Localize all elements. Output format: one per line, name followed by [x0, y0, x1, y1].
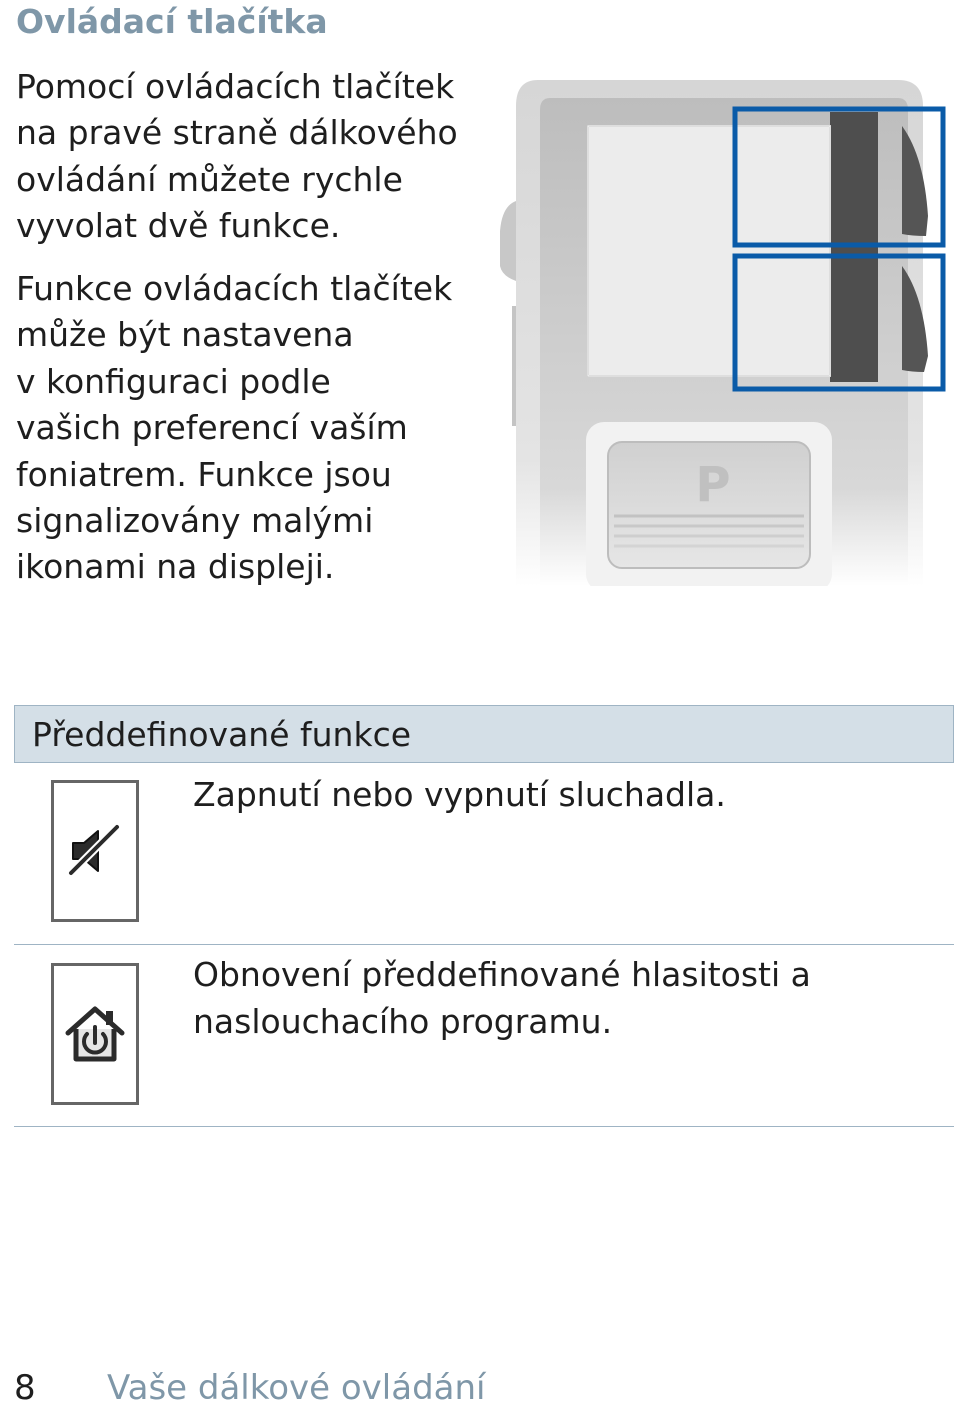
details-line: v konfiguraci podle [16, 361, 331, 401]
row-divider [14, 1126, 954, 1127]
functions-table-header [14, 705, 954, 763]
function-description-line: Zapnutí nebo vypnutí sluchadla. [193, 775, 726, 814]
intro-line: Pomocí ovládacích tlačítek [16, 67, 455, 106]
function-description [193, 951, 933, 1045]
details-line: ikonami na displeji. [16, 547, 335, 587]
mute-speaker-icon [67, 823, 123, 879]
home-power-icon [64, 1003, 126, 1065]
section-heading: Ovládací tlačítka [16, 2, 328, 41]
mute-icon-box [51, 780, 139, 922]
function-description [193, 771, 933, 818]
details-line: vašich preferencí vaším [16, 408, 408, 448]
home-icon-box [51, 963, 139, 1105]
function-description-line: Obnovení předdefinované hlasitosti a [193, 955, 811, 994]
details-line: Funkce ovládacích tlačítek [16, 269, 453, 308]
side-key [500, 201, 516, 281]
details-line: foniatrem. Funkce jsou [16, 454, 392, 494]
p-button-label: P [695, 457, 731, 513]
intro-line: ovládání můžete rychle [16, 159, 403, 199]
details-line: může být nastavena [16, 315, 354, 355]
footer-section-title: Vaše dálkové ovládání [107, 1368, 486, 1408]
intro-line: vyvolat dvě funkce. [16, 206, 341, 246]
details-paragraph [16, 266, 496, 591]
display-screen [588, 126, 830, 376]
function-description-line: naslouchacího programu. [193, 1002, 613, 1041]
intro-paragraph [16, 64, 496, 250]
row-divider [14, 944, 954, 945]
intro-line: na pravé straně dálkového [16, 113, 458, 153]
functions-table-title: Předdefinované funkce [32, 715, 412, 754]
remote-control-illustration [498, 76, 958, 586]
page-number: 8 [14, 1368, 36, 1408]
details-line: signalizovány malými [16, 501, 374, 541]
